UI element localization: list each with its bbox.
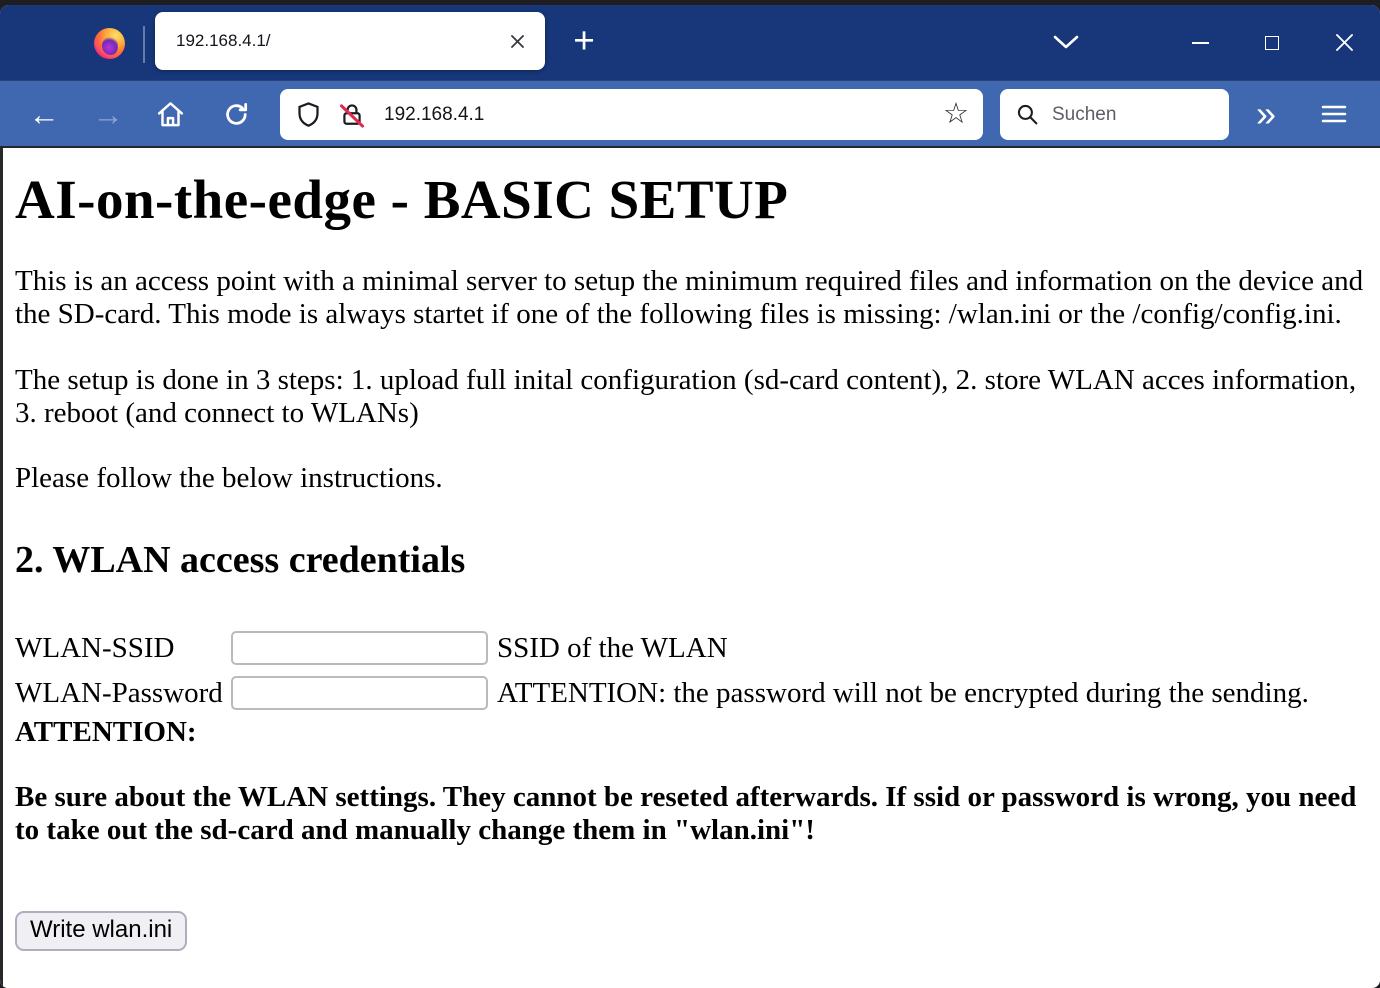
section-heading-wlan-credentials: 2. WLAN access credentials	[15, 538, 466, 581]
close-icon	[1334, 32, 1355, 53]
navigation-toolbar	[0, 80, 1380, 148]
maximize-icon	[1265, 36, 1279, 50]
wlan-ssid-input[interactable]	[231, 631, 488, 665]
warning-text: Be sure about the WLAN settings. They cannot be reseted afterwards. If ssid or password is wrong, you need to take out the sd-card and manually change them in "wlan.ini"!	[15, 781, 1357, 847]
form-row-password	[15, 671, 1365, 716]
wlan-ssid-label: WLAN-SSID	[15, 631, 175, 664]
home-button[interactable]	[148, 81, 192, 147]
reload-icon	[222, 100, 251, 129]
minimize-icon	[1192, 42, 1209, 44]
app-menu-button[interactable]	[1312, 81, 1356, 147]
page-title: AI-on-the-edge - BASIC SETUP	[15, 169, 789, 230]
maximize-button[interactable]	[1249, 5, 1295, 80]
intro-paragraph-2: The setup is done in 3 steps: 1. upload full inital configuration (sd-card content), 2. store WLAN acces information, 3. reboot (and connect to WLANs)	[15, 363, 1357, 430]
arrow-left-icon: ←	[28, 96, 60, 132]
url-bar[interactable]	[280, 89, 983, 140]
wlan-password-description: ATTENTION: the password will not be encrypted during the sending.	[497, 676, 1309, 709]
tracking-protection-shield-icon[interactable]	[295, 101, 322, 128]
list-all-tabs-chevron-icon[interactable]	[1050, 34, 1082, 52]
form-row-ssid	[15, 626, 1365, 671]
tab-title: 192.168.4.1/	[176, 31, 271, 50]
title-bar	[0, 5, 1380, 80]
firefox-logo-icon	[94, 28, 125, 59]
wlan-password-input[interactable]	[231, 676, 488, 710]
page-content	[0, 148, 1380, 988]
minimize-button[interactable]	[1177, 5, 1223, 80]
insecure-lock-icon[interactable]	[338, 101, 366, 129]
bookmark-star-icon[interactable]: ☆	[943, 98, 969, 130]
browser-tab[interactable]	[155, 12, 545, 70]
hamburger-icon	[1320, 103, 1348, 125]
home-icon	[155, 99, 186, 130]
browser-window	[0, 5, 1380, 988]
back-button[interactable]	[22, 81, 66, 147]
forward-button[interactable]	[86, 81, 130, 147]
attention-heading: ATTENTION:	[15, 715, 197, 748]
wlan-ssid-description: SSID of the WLAN	[497, 631, 728, 664]
double-chevron-icon: »	[1255, 93, 1275, 134]
wlan-credentials-form	[15, 626, 1365, 716]
tab-separator	[143, 26, 145, 63]
search-input[interactable]	[1050, 103, 1220, 127]
overflow-menu-button[interactable]	[1243, 81, 1287, 147]
new-tab-button[interactable]: +	[573, 20, 595, 61]
close-button[interactable]	[1321, 5, 1367, 80]
tab-close-icon[interactable]	[503, 27, 531, 55]
search-icon	[1015, 102, 1040, 127]
url-text: 192.168.4.1	[384, 103, 485, 125]
intro-paragraph-3: Please follow the below instructions.	[15, 462, 443, 495]
search-box[interactable]	[1000, 89, 1229, 140]
write-wlan-ini-button[interactable]: Write wlan.ini	[15, 911, 187, 951]
intro-paragraph-1: This is an access point with a minimal server to setup the minimum required files and information on the device and the SD-card. This mode is always startet if one of the following files is missing: /wlan.ini or the /config/config.ini.	[15, 265, 1364, 331]
wlan-password-label: WLAN-Password	[15, 676, 223, 709]
reload-button[interactable]	[214, 81, 258, 147]
arrow-right-icon: →	[92, 96, 124, 132]
